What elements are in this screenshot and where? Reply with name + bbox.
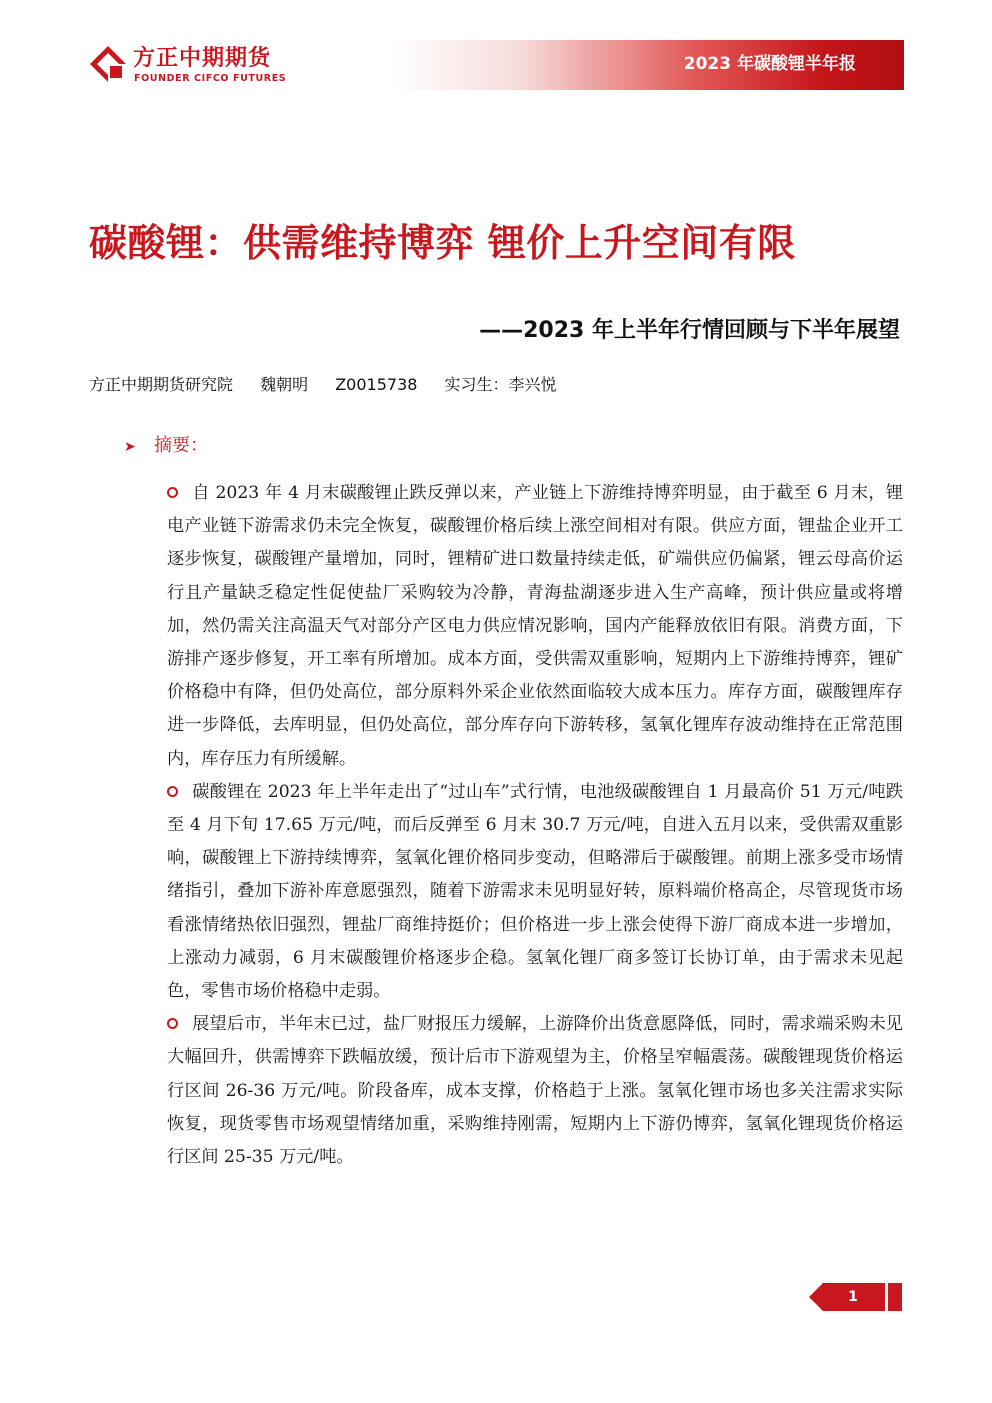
logo-chinese-name: 方正中期期货 <box>133 46 272 71</box>
founder-logo-icon <box>89 45 127 83</box>
abstract-paragraph-text: 碳酸锂在 2023 年上半年走出了“过山车”式行情，电池级碳酸锂自 1 月最高价 51 万元/吨跌至 4 月下旬 17.65 万元/吨，而后反弹至 6 月末 30.7 万元/吨，自进入五月以来，受供需双重影响，碳酸锂上下游持续博弈，氢氧化锂价格同步变动，但略滞后于碳酸锂。前期上涨多受市场情绪指引，叠加下游补库意愿强烈，随着下游需求未见明显好转，原料端价格高企，尽管现货市场看涨情绪热依旧强烈，锂盐厂商维持挺价；但价格进一步上涨会使得下游厂商成本进一步增加，上涨动力减弱，6 月末碳酸锂价格逐步企稳。氢氧化锂厂商多签订长协订单，由于需求未见起色，零售市场价格稳中走弱。 <box>167 781 903 1002</box>
author-line <box>89 373 579 397</box>
license-number: Z0015738 <box>335 375 418 394</box>
circle-bullet-icon <box>167 1018 178 1029</box>
circle-bullet-icon <box>167 786 178 797</box>
document-title: 碳酸锂：供需维持博弈 锂价上升空间有限 <box>89 221 796 265</box>
abstract-paragraph <box>167 1008 903 1174</box>
page-number: 1 <box>848 1289 858 1305</box>
arrow-bullet-icon: ➤ <box>124 439 136 455</box>
abstract-paragraph-text: 展望后市，半年末已过，盐厂财报压力缓解，上游降价出货意愿降低，同时，需求端采购未见大幅回升，供需博弈下跌幅放缓，预计后市下游观望为主，价格呈窄幅震荡。碳酸锂现货价格运行区间 26-36 万元/吨。阶段备库，成本支撑，价格趋于上涨。氢氧化锂市场也多关注需求实际恢复，现货零售市场观望情绪加重，采购维持刚需，短期内上下游仍博弈，氢氧化锂现货价格运行区间 25-35 万元/吨。 <box>167 1014 903 1168</box>
analyst-name: 魏朝明 <box>260 375 309 394</box>
header-banner <box>389 40 904 90</box>
document-subtitle: ——2023 年上半年行情回顾与下半年展望 <box>479 318 900 343</box>
logo-english-name: FOUNDER CIFCO FUTURES <box>134 73 287 84</box>
report-title: 2023 年碳酸锂半年报 <box>683 54 856 74</box>
abstract-paragraph <box>167 776 903 1008</box>
page-number-accent-bar <box>888 1283 902 1311</box>
abstract-heading-label: 摘要： <box>154 435 208 456</box>
abstract-heading <box>124 433 208 460</box>
intern-name: 实习生：李兴悦 <box>444 375 557 394</box>
circle-bullet-icon <box>167 487 178 498</box>
abstract-paragraph-text: 自 2023 年 4 月末碳酸锂止跌反弹以来，产业链上下游维持博弈明显，由于截至 6 月末，锂电产业链下游需求仍未完全恢复，碳酸锂价格后续上涨空间相对有限。供应方面，锂盐企业开工逐步恢复，碳酸锂产量增加，同时，锂精矿进口数量持续走低，矿端供应仍偏紧，锂云母高价运行且产量缺乏稳定性促使盐厂采购较为冷静，青海盐湖逐步进入生产高峰，预计供应量或将增加，然仍需关注高温天气对部分产区电力供应情况影响，国内产能释放依旧有限。消费方面，下游排产逐步修复，开工率有所增加。成本方面，受供需双重影响，短期内上下游维持博弈，锂矿价格稳中有降，但仍处高位，部分原料外采企业依然面临较大成本压力。库存方面，碳酸锂库存进一步降低，去库明显，但仍处高位，部分库存向下游转移，氢氧化锂库存波动维持在正常范围内，库存压力有所缓解。 <box>167 483 903 769</box>
page-header <box>89 40 904 90</box>
abstract-paragraph <box>167 477 903 776</box>
abstract-body <box>167 477 903 1174</box>
institute-name: 方正中期期货研究院 <box>89 375 234 394</box>
